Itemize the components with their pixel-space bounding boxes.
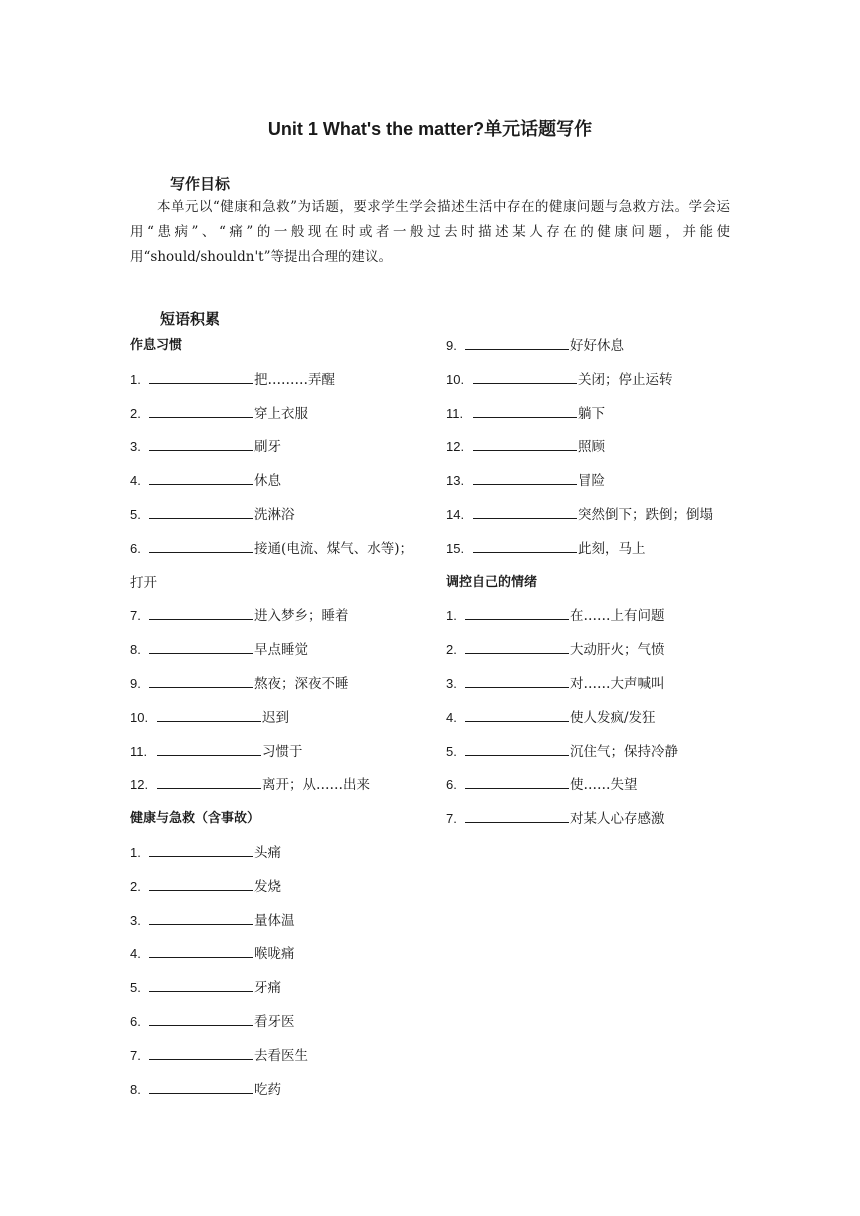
answer-blank[interactable] [149, 910, 253, 925]
list-item: 11. 习惯于 [130, 739, 430, 773]
list-item: 11. 躺下 [446, 401, 746, 435]
list-item: 2. 穿上衣服 [130, 401, 430, 435]
answer-blank[interactable] [149, 977, 253, 992]
list-item: 3. 刷牙 [130, 434, 430, 468]
document-title: Unit 1 What's the matter?单元话题写作 [267, 119, 593, 139]
left-column [130, 333, 430, 1110]
answer-blank[interactable] [149, 538, 253, 553]
answer-blank[interactable] [149, 1045, 253, 1060]
list-item: 12. 照顾 [446, 434, 746, 468]
list-item: 6. 接通(电流、煤气、水等)； [130, 536, 430, 570]
list-item: 9. 熬夜；深夜不睡 [130, 671, 430, 705]
list-item: 8. 早点睡觉 [130, 637, 430, 671]
answer-blank[interactable] [465, 741, 569, 756]
list-item: 1. 把………弄醒 [130, 367, 430, 401]
list-item: 4. 休息 [130, 468, 430, 502]
answer-blank[interactable] [149, 436, 253, 451]
list-item: 2. 发烧 [130, 874, 430, 908]
right-column [446, 333, 746, 840]
answer-blank[interactable] [149, 876, 253, 891]
answer-blank[interactable] [473, 470, 577, 485]
answer-blank[interactable] [157, 741, 261, 756]
list-item: 7. 对某人心存感激 [446, 806, 746, 840]
answer-blank[interactable] [149, 842, 253, 857]
list-item: 2. 大动肝火；气愤 [446, 637, 746, 671]
list-item: 1. 头痛 [130, 840, 430, 874]
answer-blank[interactable] [149, 605, 253, 620]
list-item: 13. 冒险 [446, 468, 746, 502]
answer-blank[interactable] [149, 504, 253, 519]
answer-blank[interactable] [465, 335, 569, 350]
list-item: 15. 此刻，马上 [446, 536, 746, 570]
list-item: 4. 使人发疯/发狂 [446, 705, 746, 739]
answer-blank[interactable] [465, 774, 569, 789]
answer-blank[interactable] [157, 774, 261, 789]
list-item: 9. 好好休息 [446, 333, 746, 367]
list-item: 1. 在……上有问题 [446, 603, 746, 637]
answer-blank[interactable] [149, 943, 253, 958]
list-item: 3. 量体温 [130, 908, 430, 942]
list-item: 6. 看牙医 [130, 1009, 430, 1043]
phrases-heading: 短语积累 [160, 310, 221, 328]
answer-blank[interactable] [149, 403, 253, 418]
answer-blank[interactable] [149, 1011, 253, 1026]
list-item: 12. 离开；从……出来 [130, 772, 430, 806]
answer-blank[interactable] [473, 538, 577, 553]
writing-goal-heading: 写作目标 [170, 175, 231, 193]
list-item: 7. 进入梦乡；睡着 [130, 603, 430, 637]
answer-blank[interactable] [465, 639, 569, 654]
list-item: 3. 对……大声喊叫 [446, 671, 746, 705]
list-item: 5. 牙痛 [130, 975, 430, 1009]
answer-blank[interactable] [465, 605, 569, 620]
list-item: 5. 沉住气；保持冷静 [446, 739, 746, 773]
answer-blank[interactable] [149, 673, 253, 688]
answer-blank[interactable] [473, 436, 577, 451]
answer-blank[interactable] [465, 808, 569, 823]
list-item: 14. 突然倒下；跌倒；倒塌 [446, 502, 746, 536]
answer-blank[interactable] [465, 707, 569, 722]
section-title-routine: 作息习惯 [130, 338, 183, 353]
list-item: 4. 喉咙痛 [130, 941, 430, 975]
list-item-continuation: 打开 [130, 574, 157, 591]
answer-blank[interactable] [149, 470, 253, 485]
list-item: 8. 吃药 [130, 1077, 430, 1111]
section-title-emotion: 调控自己的情绪 [446, 574, 538, 590]
section-title-health: 健康与急救（含事故） [130, 811, 261, 827]
answer-blank[interactable] [465, 673, 569, 688]
list-item: 10. 关闭；停止运转 [446, 367, 746, 401]
writing-goal-text: 本单元以“健康和急救”为话题，要求学生学会描述生活中存在的健康问题与急救方法。学会运用“患病”、“痛”的一般现在时或者一般过去时描述某人存在的健康问题，并能使用“should/shouldn't”等提出合理的建议。 [130, 199, 730, 265]
list-item: 7. 去看医生 [130, 1043, 430, 1077]
answer-blank[interactable] [149, 639, 253, 654]
list-item: 10. 迟到 [130, 705, 430, 739]
answer-blank[interactable] [157, 707, 261, 722]
answer-blank[interactable] [473, 369, 577, 384]
answer-blank[interactable] [149, 1079, 253, 1094]
answer-blank[interactable] [473, 504, 577, 519]
answer-blank[interactable] [473, 403, 577, 418]
list-item: 6. 使……失望 [446, 772, 746, 806]
list-item: 5. 洗淋浴 [130, 502, 430, 536]
answer-blank[interactable] [149, 369, 253, 384]
